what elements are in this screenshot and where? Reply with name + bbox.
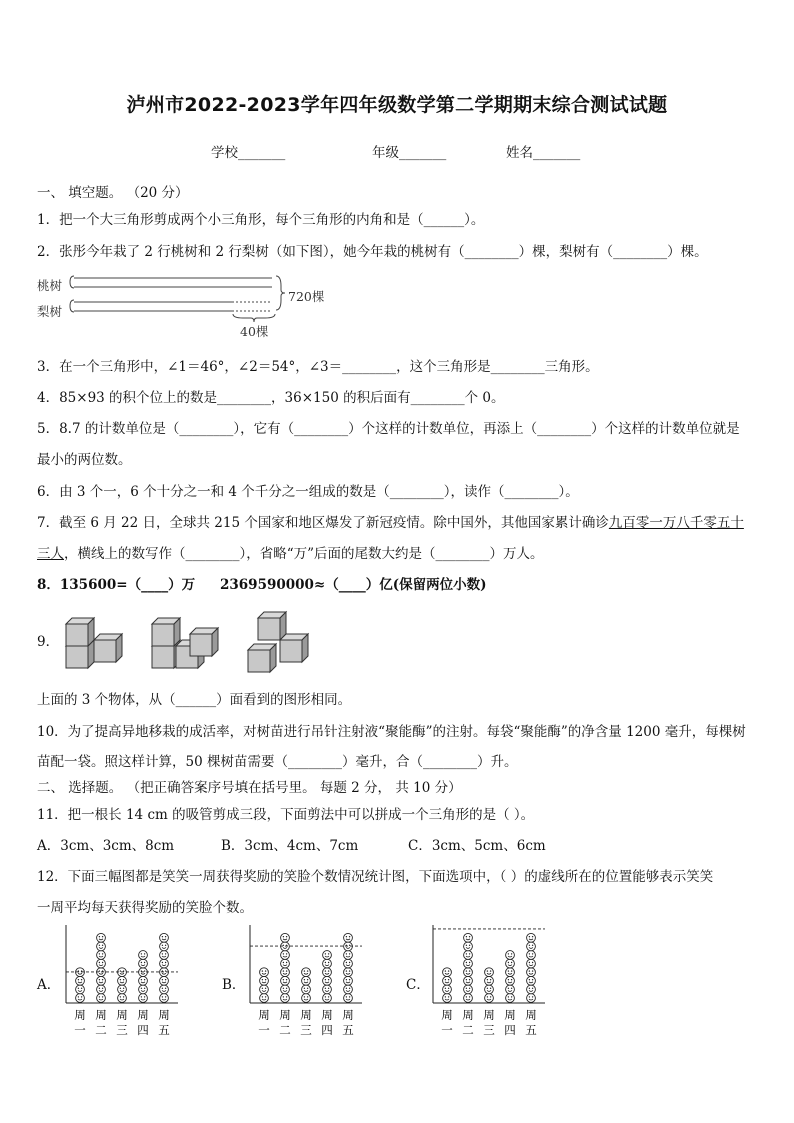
day-label-top: 周 xyxy=(525,1008,537,1022)
page-title: 泸州市2022-2023学年四年级数学第二学期期末综合测试试题 xyxy=(126,94,668,116)
day-label-bottom: 五 xyxy=(342,1023,354,1037)
section-2-heading: 二、 选择题。 （把正确答案序号填在括号里。 每题 2 分， 共 10 分） xyxy=(37,780,462,796)
smiley-mark xyxy=(506,959,515,968)
day-label-bottom: 一 xyxy=(258,1023,270,1037)
smiley-mark xyxy=(443,985,452,994)
question-9-text: 上面的 3 个物体，从（______）面看到的图形相同。 xyxy=(37,692,352,708)
question-10-line2: 苗配一袋。照这样计算，50 棵树苗需要（________）毫升，合（________）升。 xyxy=(37,754,518,770)
smiley-mark xyxy=(260,976,269,985)
day-label-top: 周 xyxy=(441,1008,453,1022)
question-6: 6．由 3 个一，6 个十分之一和 4 个千分之一组成的数是（________），读作（________）。 xyxy=(37,484,579,500)
smiley-mark xyxy=(506,968,515,977)
chart-c-label: C． xyxy=(406,977,430,993)
smiley-mark xyxy=(139,985,148,994)
smiley-mark xyxy=(97,976,106,985)
question-12-line2: 一周平均每天获得奖励的笑脸个数。 xyxy=(37,900,253,916)
smiley-mark xyxy=(506,994,515,1003)
smiley-mark xyxy=(302,985,311,994)
smiley-mark xyxy=(160,933,169,942)
smiley-mark xyxy=(281,994,290,1003)
smiley-mark xyxy=(97,959,106,968)
smiley-mark xyxy=(485,985,494,994)
smiley-mark xyxy=(506,951,515,960)
day-label-top: 周 xyxy=(342,1008,354,1022)
smiley-mark xyxy=(139,951,148,960)
day-label-top: 周 xyxy=(74,1008,86,1022)
q7-underlined-a: 九百零一万八千零五十 xyxy=(608,515,744,531)
smiley-mark xyxy=(464,959,473,968)
smiley-mark xyxy=(97,985,106,994)
day-label-bottom: 二 xyxy=(95,1023,107,1037)
smiley-mark xyxy=(160,976,169,985)
school-field: 学校_______ xyxy=(211,145,286,161)
smiley-mark xyxy=(344,959,353,968)
smiley-mark xyxy=(118,985,127,994)
smiley-mark xyxy=(527,968,536,977)
smiley-mark xyxy=(260,968,269,977)
q7-text-b: ，横线上的数写作（________），省略“万”后面的尾数大约是（________）万人。 xyxy=(64,546,544,562)
smiley-mark xyxy=(281,959,290,968)
smiley-mark xyxy=(97,933,106,942)
day-label-bottom: 四 xyxy=(504,1023,516,1037)
smiley-mark xyxy=(323,959,332,968)
smiley-mark xyxy=(344,976,353,985)
smiley-mark xyxy=(323,985,332,994)
smiley-mark xyxy=(160,994,169,1003)
smiley-mark xyxy=(76,994,85,1003)
chart-b-label: B． xyxy=(222,977,246,993)
smiley-mark xyxy=(139,994,148,1003)
day-label-top: 周 xyxy=(300,1008,312,1022)
day-label-bottom: 三 xyxy=(116,1023,128,1037)
question-2: 2．张彤今年栽了 2 行桃树和 2 行梨树（如下图），她今年栽的桃树有（________）棵，梨树有（________）棵。 xyxy=(37,244,708,260)
smiley-mark xyxy=(443,976,452,985)
smiley-mark xyxy=(260,985,269,994)
smiley-mark xyxy=(260,994,269,1003)
day-label-bottom: 二 xyxy=(462,1023,474,1037)
smiley-mark xyxy=(323,994,332,1003)
day-label-top: 周 xyxy=(483,1008,495,1022)
smiley-mark xyxy=(97,942,106,951)
day-label-top: 周 xyxy=(258,1008,270,1022)
day-label-bottom: 三 xyxy=(483,1023,495,1037)
day-label-top: 周 xyxy=(462,1008,474,1022)
day-label-bottom: 四 xyxy=(321,1023,333,1037)
day-label-bottom: 五 xyxy=(158,1023,170,1037)
smiley-mark xyxy=(302,968,311,977)
smiley-mark xyxy=(160,951,169,960)
peach-label: 桃树 xyxy=(37,278,63,293)
chart-a-label: A． xyxy=(37,977,61,993)
smiley-mark xyxy=(323,951,332,960)
smiley-mark xyxy=(160,959,169,968)
smiley-mark xyxy=(323,976,332,985)
question-10-line1: 10．为了提高异地移栽的成活率，对树苗进行吊针注射液“聚能酶”的注射。每袋“聚能酶”的净含量 1200 毫升，每棵树 xyxy=(37,724,746,740)
smiley-mark xyxy=(160,942,169,951)
question-5-line2: 最小的两位数。 xyxy=(37,452,132,468)
smiley-mark xyxy=(160,985,169,994)
smiley-mark xyxy=(344,968,353,977)
smiley-mark xyxy=(344,951,353,960)
smiley-mark xyxy=(302,976,311,985)
smiley-mark xyxy=(281,951,290,960)
smiley-mark xyxy=(76,976,85,985)
question-8b: 2369590000≈（____）亿(保留两位小数) xyxy=(220,577,487,593)
question-4: 4．85×93 的积个位上的数是________，36×150 的积后面有________个 0。 xyxy=(37,390,505,406)
day-label-bottom: 二 xyxy=(279,1023,291,1037)
smiley-mark xyxy=(118,994,127,1003)
smiley-mark xyxy=(344,933,353,942)
smiley-mark xyxy=(344,994,353,1003)
smiley-mark xyxy=(323,968,332,977)
smiley-mark xyxy=(76,985,85,994)
q11-option-a: A．3cm、3cm、8cm xyxy=(37,838,175,854)
smiley-mark xyxy=(464,976,473,985)
smiley-mark xyxy=(139,976,148,985)
smiley-mark xyxy=(506,976,515,985)
day-label-top: 周 xyxy=(158,1008,170,1022)
q7-underlined-b: 三人 xyxy=(37,546,64,562)
smiley-mark xyxy=(527,933,536,942)
smiley-mark xyxy=(464,942,473,951)
day-label-top: 周 xyxy=(504,1008,516,1022)
day-label-bottom: 三 xyxy=(300,1023,312,1037)
q7-text-a: 7．截至 6 月 22 日，全球共 215 个国家和地区爆发了新冠疫情。除中国外，其他国家累计确诊 xyxy=(37,515,609,531)
day-label-top: 周 xyxy=(137,1008,149,1022)
smiley-mark xyxy=(139,959,148,968)
day-label-bottom: 四 xyxy=(137,1023,149,1037)
day-label-top: 周 xyxy=(279,1008,291,1022)
question-12-line1: 12．下面三幅图都是笑笑一周获得奖励的笑脸个数情况统计图，下面选项中，（ ）的虚线所在的位置能够表示笑笑 xyxy=(37,869,714,885)
q11-option-c: C．3cm、5cm、6cm xyxy=(408,838,546,854)
question-5-line1: 5．8.7 的计数单位是（________），它有（________）个这样的计数单位，再添上（________）个这样的计数单位就是 xyxy=(37,421,740,437)
total-label: 720棵 xyxy=(288,289,325,304)
smiley-mark xyxy=(281,976,290,985)
day-label-top: 周 xyxy=(321,1008,333,1022)
day-label-top: 周 xyxy=(95,1008,107,1022)
pear-label: 梨树 xyxy=(37,304,63,319)
smiley-mark xyxy=(344,985,353,994)
smiley-mark xyxy=(443,994,452,1003)
smiley-mark xyxy=(464,994,473,1003)
smiley-mark xyxy=(118,976,127,985)
q11-option-b: B．3cm、4cm、7cm xyxy=(221,838,359,854)
smiley-mark xyxy=(281,933,290,942)
question-8a: 8．135600=（____）万 xyxy=(37,577,196,593)
smiley-mark xyxy=(527,985,536,994)
diff-label: 40棵 xyxy=(240,324,269,339)
smiley-mark xyxy=(527,959,536,968)
smiley-mark xyxy=(527,976,536,985)
question-11: 11．把一根长 14 cm 的吸管剪成三段，下面剪法中可以拼成一个三角形的是（ ）。 xyxy=(37,807,535,823)
smiley-mark xyxy=(485,994,494,1003)
question-3: 3．在一个三角形中，∠1＝46°，∠2＝54°，∠3＝________，这个三角形是________三角形。 xyxy=(37,359,599,375)
smiley-mark xyxy=(464,951,473,960)
smiley-mark xyxy=(281,968,290,977)
smiley-mark xyxy=(485,968,494,977)
smiley-mark xyxy=(97,951,106,960)
smiley-mark xyxy=(464,933,473,942)
smiley-mark xyxy=(302,994,311,1003)
smiley-mark xyxy=(281,985,290,994)
smiley-mark xyxy=(506,985,515,994)
smiley-mark xyxy=(464,968,473,977)
smiley-mark xyxy=(485,976,494,985)
smiley-mark xyxy=(97,994,106,1003)
smiley-mark xyxy=(527,994,536,1003)
smiley-mark xyxy=(443,968,452,977)
question-9-label: 9． xyxy=(37,634,60,650)
smiley-mark xyxy=(527,942,536,951)
smiley-mark xyxy=(464,985,473,994)
grade-field: 年级_______ xyxy=(372,145,447,161)
day-label-bottom: 五 xyxy=(525,1023,537,1037)
smiley-mark xyxy=(527,951,536,960)
section-1-heading: 一、 填空题。 （20 分） xyxy=(37,185,189,201)
question-1: 1．把一个大三角形剪成两个小三角形，每个三角形的内角和是（______）。 xyxy=(37,212,485,228)
name-field: 姓名_______ xyxy=(506,145,581,161)
day-label-bottom: 一 xyxy=(74,1023,86,1037)
day-label-bottom: 一 xyxy=(441,1023,453,1037)
day-label-top: 周 xyxy=(116,1008,128,1022)
